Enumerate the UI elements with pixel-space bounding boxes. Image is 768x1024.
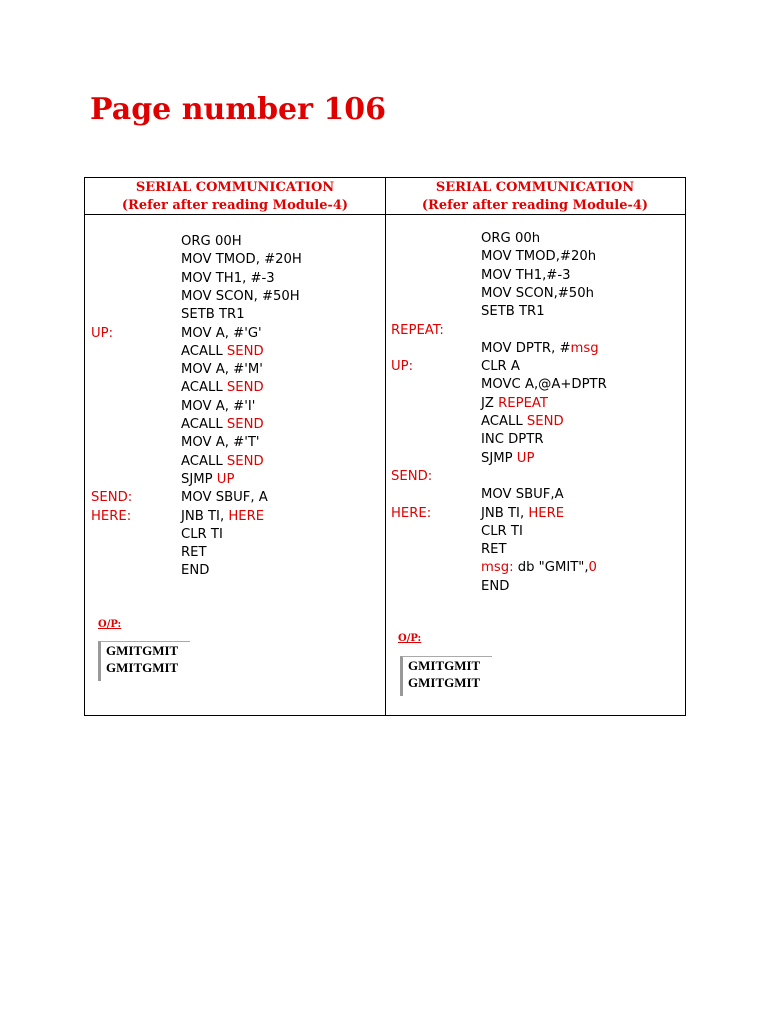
code-token: MOVC A,@A+DPTR [481, 377, 607, 393]
output-line: GMITGMIT [106, 660, 179, 675]
code-token: MOV SBUF, A [181, 490, 268, 506]
code-token: MOV DPTR, # [481, 340, 571, 356]
code-line [181, 361, 263, 379]
code-token: JZ [481, 395, 499, 411]
code-token: REPEAT [498, 395, 548, 411]
code-token: SEND [526, 414, 564, 429]
code-line [481, 486, 564, 504]
code-token: ORG 00H [181, 234, 242, 249]
code-line [181, 398, 255, 416]
code-token: INC DPTR [481, 432, 544, 448]
code-token: ORG 00h [481, 231, 541, 246]
code-line [481, 578, 509, 596]
output-box-left [98, 641, 190, 681]
code-line [181, 233, 242, 251]
code-line [181, 251, 302, 269]
code-line [181, 343, 264, 361]
output-line: GMITGMIT [106, 643, 179, 658]
code-token: SJMP [181, 471, 217, 487]
column-header-right [385, 178, 685, 214]
code-token: MOV SBUF,A [481, 487, 564, 503]
output-label-left: O/P: [98, 619, 122, 630]
code-line [181, 489, 268, 507]
code-label: SEND: [91, 490, 133, 506]
code-token: CLR TI [481, 523, 523, 539]
code-line [181, 416, 264, 434]
code-token: msg: [481, 560, 518, 576]
code-token: MOV A, #'M' [181, 362, 263, 378]
code-token: MOV A, #'T' [181, 435, 260, 451]
code-token: JNB TI, [481, 505, 529, 521]
code-token: CLR TI [181, 526, 223, 542]
code-line [181, 325, 262, 343]
code-line [481, 450, 534, 468]
code-line [181, 471, 234, 489]
code-token: HERE [228, 508, 265, 524]
code-token: RET [481, 542, 507, 558]
code-token: ACALL [481, 414, 527, 429]
code-line [481, 431, 543, 449]
code-token: JNB TI, [181, 508, 229, 524]
code-token: END [481, 578, 510, 594]
code-token: MOV TH1,#-3 [481, 267, 571, 283]
column-divider [385, 178, 386, 715]
code-token: CLR A [481, 359, 520, 375]
code-token: MOV A, #'I' [181, 398, 256, 414]
code-line [481, 505, 564, 523]
code-token: MOV SCON, #50H [181, 288, 300, 304]
code-token: SEND [226, 380, 264, 396]
code-line [181, 434, 260, 452]
code-label: REPEAT: [391, 322, 444, 338]
code-line [481, 230, 540, 248]
output-line: GMITGMIT [408, 658, 481, 673]
code-token: END [181, 563, 210, 579]
output-box-right [400, 656, 492, 696]
page-title: Page number 106 [90, 92, 387, 127]
code-token: msg [570, 340, 599, 356]
code-token: 0 [588, 560, 597, 576]
code-label: HERE: [91, 508, 132, 524]
code-line [481, 267, 571, 285]
code-line [181, 544, 207, 562]
header-title: SERIAL COMMUNICATION [435, 180, 635, 195]
code-line [481, 248, 596, 266]
code-line [481, 303, 545, 321]
code-line [481, 376, 607, 394]
code-token: RET [181, 545, 207, 561]
code-line [181, 270, 275, 288]
code-line [481, 340, 599, 358]
header-subtitle: (Refer after reading Module-4) [121, 197, 349, 213]
code-token: UP [216, 471, 235, 487]
code-token: SETB TR1 [481, 304, 545, 320]
code-token: HERE [528, 505, 565, 521]
code-line [181, 379, 264, 397]
column-header-left [85, 178, 385, 214]
code-line [181, 306, 245, 324]
code-token: UP [516, 450, 535, 466]
code-token: SEND [226, 343, 264, 359]
code-line [481, 358, 520, 376]
code-token: db "GMIT", [517, 560, 589, 576]
code-line [181, 526, 223, 544]
code-line [481, 413, 564, 431]
code-token: MOV A, #'G' [181, 325, 262, 341]
code-line [481, 285, 594, 303]
code-token: MOV SCON,#50h [481, 285, 594, 301]
code-table [84, 177, 686, 716]
code-token: SETB TR1 [181, 307, 245, 323]
header-title: SERIAL COMMUNICATION [135, 180, 335, 195]
header-subtitle: (Refer after reading Module-4) [421, 197, 649, 213]
code-token: SEND [226, 417, 264, 432]
code-token: MOV TMOD, #20H [181, 252, 302, 268]
output-label-right: O/P: [398, 633, 422, 644]
code-line [181, 562, 209, 580]
code-token: ACALL [181, 453, 227, 469]
code-line [481, 523, 523, 541]
code-line [181, 508, 264, 526]
code-label: UP: [391, 359, 414, 375]
code-label: UP: [91, 325, 114, 341]
code-token: ACALL [181, 417, 227, 432]
code-line [481, 395, 548, 413]
code-token: ACALL [181, 380, 227, 396]
code-line [181, 288, 300, 306]
code-token: ACALL [181, 343, 227, 359]
output-line: GMITGMIT [408, 675, 481, 690]
header-divider [85, 214, 685, 215]
code-token: SEND [226, 453, 264, 469]
code-label: HERE: [391, 505, 432, 521]
code-token: MOV TH1, #-3 [181, 270, 275, 286]
code-label: SEND: [391, 468, 433, 484]
code-line [481, 559, 597, 577]
code-token: MOV TMOD,#20h [481, 249, 597, 265]
code-line [181, 453, 264, 471]
code-token: SJMP [481, 450, 517, 466]
code-line [481, 541, 507, 559]
